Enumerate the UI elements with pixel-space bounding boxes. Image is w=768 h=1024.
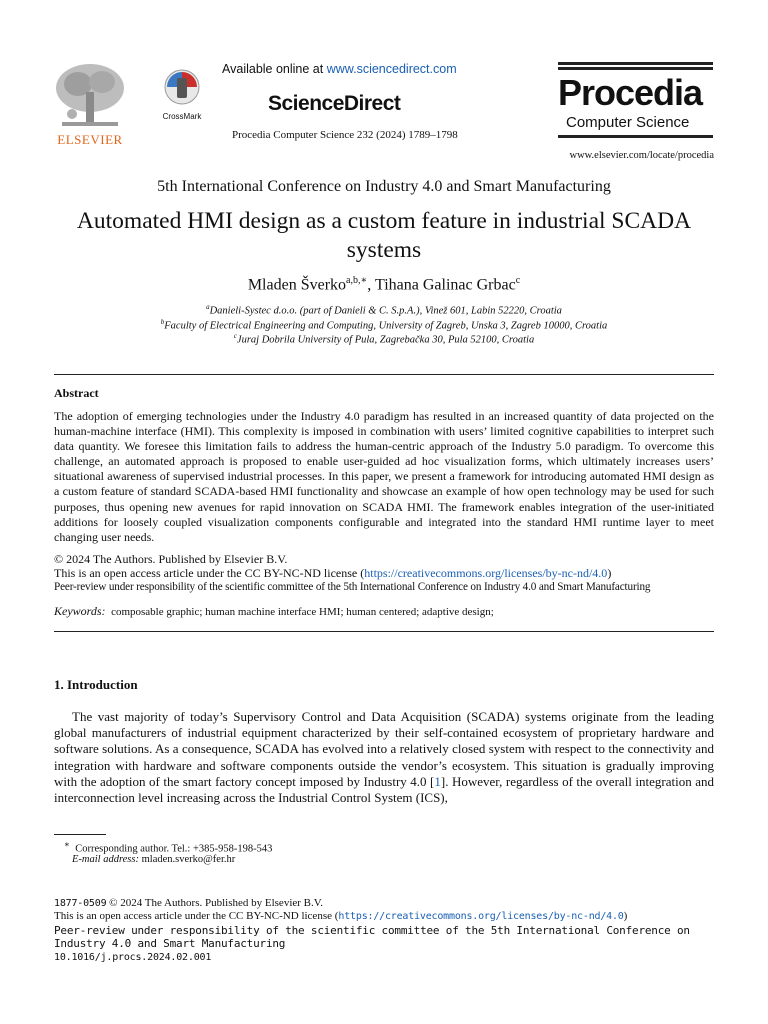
email-address[interactable]: mladen.sverko@fer.hr bbox=[141, 854, 236, 865]
procedia-rule-bottom bbox=[558, 135, 713, 138]
available-online-line bbox=[222, 62, 457, 76]
section-heading-introduction: 1. Introduction bbox=[54, 677, 138, 692]
bottom-license-link[interactable]: https://creativecommons.org/licenses/by-nc-nd/4.0 bbox=[338, 911, 624, 922]
divider-top bbox=[54, 374, 714, 375]
introduction-paragraph bbox=[54, 709, 714, 806]
divider-bottom bbox=[54, 631, 714, 632]
bottom-issn-line bbox=[54, 897, 718, 911]
issn: 1877-0509 bbox=[54, 898, 107, 909]
crossmark-badge[interactable] bbox=[160, 68, 204, 121]
bottom-license-suffix: ) bbox=[623, 910, 628, 922]
affil-b-sup: b bbox=[160, 318, 165, 326]
author-2: Tihana Galinac Grbac bbox=[375, 276, 516, 294]
conference-name: 5th International Conference on Industry 4.0 and Smart Manufacturing bbox=[157, 178, 611, 195]
footnote-star: ∗ bbox=[64, 839, 70, 849]
author-2-affil: c bbox=[515, 275, 521, 286]
abstract-text: The adoption of emerging technologies under the Industry 4.0 paradigm has resulted in an increased quantity of data projected on the human-machine interface (HMI). This complexity is imposed in combination with users’ limited cognitive capabilities to interpret such data quantity. We foresee this limitation fails to address the human-centric approach of the Industry 5.0 paradigm. To overcome this challenge, an automated approach is proposed to enable user-guided ad hoc visualization forms, which ultimately increases users’ situational awareness of supervised industrial processes. In this paper, we present a framework for introducing automated HMI design as a custom feature of standard SCADA-based HMI functionality and showcase an example of how open technology may be used for such purposes, thus opening new avenues for rapid innovation on SCADA HMI. The framework enables integration of the user-initiated additions for loosely coupled visualization components configurable and integrated into the standard HMI runtime layer to meet changing user needs. bbox=[54, 409, 714, 544]
bottom-peer-review: Peer-review under responsibility of the scientific committee of the 5th International Conference on Industry 4.0 and Smart Manufacturing bbox=[54, 924, 690, 950]
sciencedirect-link[interactable]: www.sciencedirect.com bbox=[326, 62, 457, 76]
bottom-copyright: © 2024 The Authors. Published by Elsevier B.V. bbox=[109, 897, 324, 909]
procedia-title: Procedia bbox=[558, 72, 703, 113]
affiliation-b bbox=[0, 318, 768, 332]
keywords-line bbox=[54, 604, 494, 619]
available-online-label: Available online at bbox=[222, 62, 327, 76]
license-peer-review: Peer-review under responsibility of the scientific committee of the 5th International Conference on Industry 4.0 and Smart Manufacturing bbox=[54, 581, 651, 593]
bottom-license-line bbox=[54, 910, 718, 924]
author-separator: , bbox=[367, 276, 375, 294]
bottom-license-prefix: This is an open access article under the CC BY-NC-ND license ( bbox=[54, 910, 339, 922]
footnote-email bbox=[72, 854, 235, 865]
author-list bbox=[0, 275, 768, 294]
affil-a-sup: a bbox=[206, 303, 210, 311]
procedia-rule-top-2 bbox=[558, 67, 713, 70]
journal-reference: Procedia Computer Science 232 (2024) 1789–1798 bbox=[232, 129, 458, 141]
affil-b-text: Faculty of Electrical Engineering and Computing, University of Zagreb, Unska 3, Zagreb 10000, Croatia bbox=[164, 320, 608, 332]
affiliation-c bbox=[0, 332, 768, 346]
elsevier-wordmark: ELSEVIER bbox=[57, 132, 123, 147]
elsevier-url[interactable]: www.elsevier.com/locate/procedia bbox=[569, 150, 714, 161]
author-1: Mladen Šverko bbox=[247, 276, 347, 294]
author-1-affil: a,b,∗ bbox=[346, 275, 368, 286]
license-prefix: This is an open access article under the CC BY-NC-ND license ( bbox=[54, 566, 365, 580]
procedia-subtitle: Computer Science bbox=[566, 114, 690, 131]
citation-link-1[interactable]: 1 bbox=[434, 773, 441, 789]
keywords-label: Keywords: bbox=[54, 604, 106, 618]
sciencedirect-logo: ScienceDirect bbox=[268, 92, 401, 115]
license-open-access bbox=[54, 566, 718, 581]
footnote-rule bbox=[54, 834, 106, 835]
abstract-heading: Abstract bbox=[54, 386, 99, 400]
license-suffix: ) bbox=[607, 566, 612, 580]
affiliation-a bbox=[0, 303, 768, 317]
footnote-corresponding bbox=[64, 839, 272, 855]
procedia-rule-top bbox=[558, 62, 713, 65]
email-label: E-mail address: bbox=[72, 854, 139, 865]
affil-a-text: Danieli-Systec d.o.o. (part of Danieli & C. S.p.A.), Vinež 601, Labin 52220, Croatia bbox=[209, 305, 562, 317]
license-copyright: © 2024 The Authors. Published by Elsevier B.V. bbox=[54, 552, 288, 566]
paper-title: Automated HMI design as a custom feature in industrial SCADA systems bbox=[76, 208, 692, 263]
affil-c-text: Juraj Dobrila University of Pula, Zagrebačka 30, Pula 52100, Croatia bbox=[236, 334, 535, 346]
affil-c-sup: c bbox=[233, 332, 237, 340]
crossmark-icon bbox=[160, 68, 204, 106]
license-link[interactable]: https://creativecommons.org/licenses/by-nc-nd/4.0 bbox=[364, 566, 608, 580]
corresponding-author-text: Corresponding author. Tel.: +385-958-198-543 bbox=[75, 843, 273, 855]
intro-text-1: The vast majority of today’s Supervisory Control and Data Acquisition (SCADA) systems originate from the leading global manufacturers of industrial equipment characterized by their self-contained ecosystem of proprietary hardware and software solutions. As a consequence, SCADA has evolved into a relatively closed system with respect to the connectivity and integration with hardware and software components outside the vendor’s ecosystem. This situation is gradually improving with the adoption of the smart factory concept imposed by Industry 4.0 [ bbox=[54, 709, 714, 789]
crossmark-label: CrossMark bbox=[162, 112, 202, 121]
intro-text-2: ]. However, regardless of the overall integration and interconnection level increasing across the Industrial Control System (ICS), bbox=[54, 773, 714, 806]
keywords-text: composable graphic; human machine interface HMI; human centered; adaptive design; bbox=[111, 606, 494, 618]
procedia-logo bbox=[558, 62, 713, 140]
doi[interactable]: 10.1016/j.procs.2024.02.001 bbox=[54, 952, 212, 963]
